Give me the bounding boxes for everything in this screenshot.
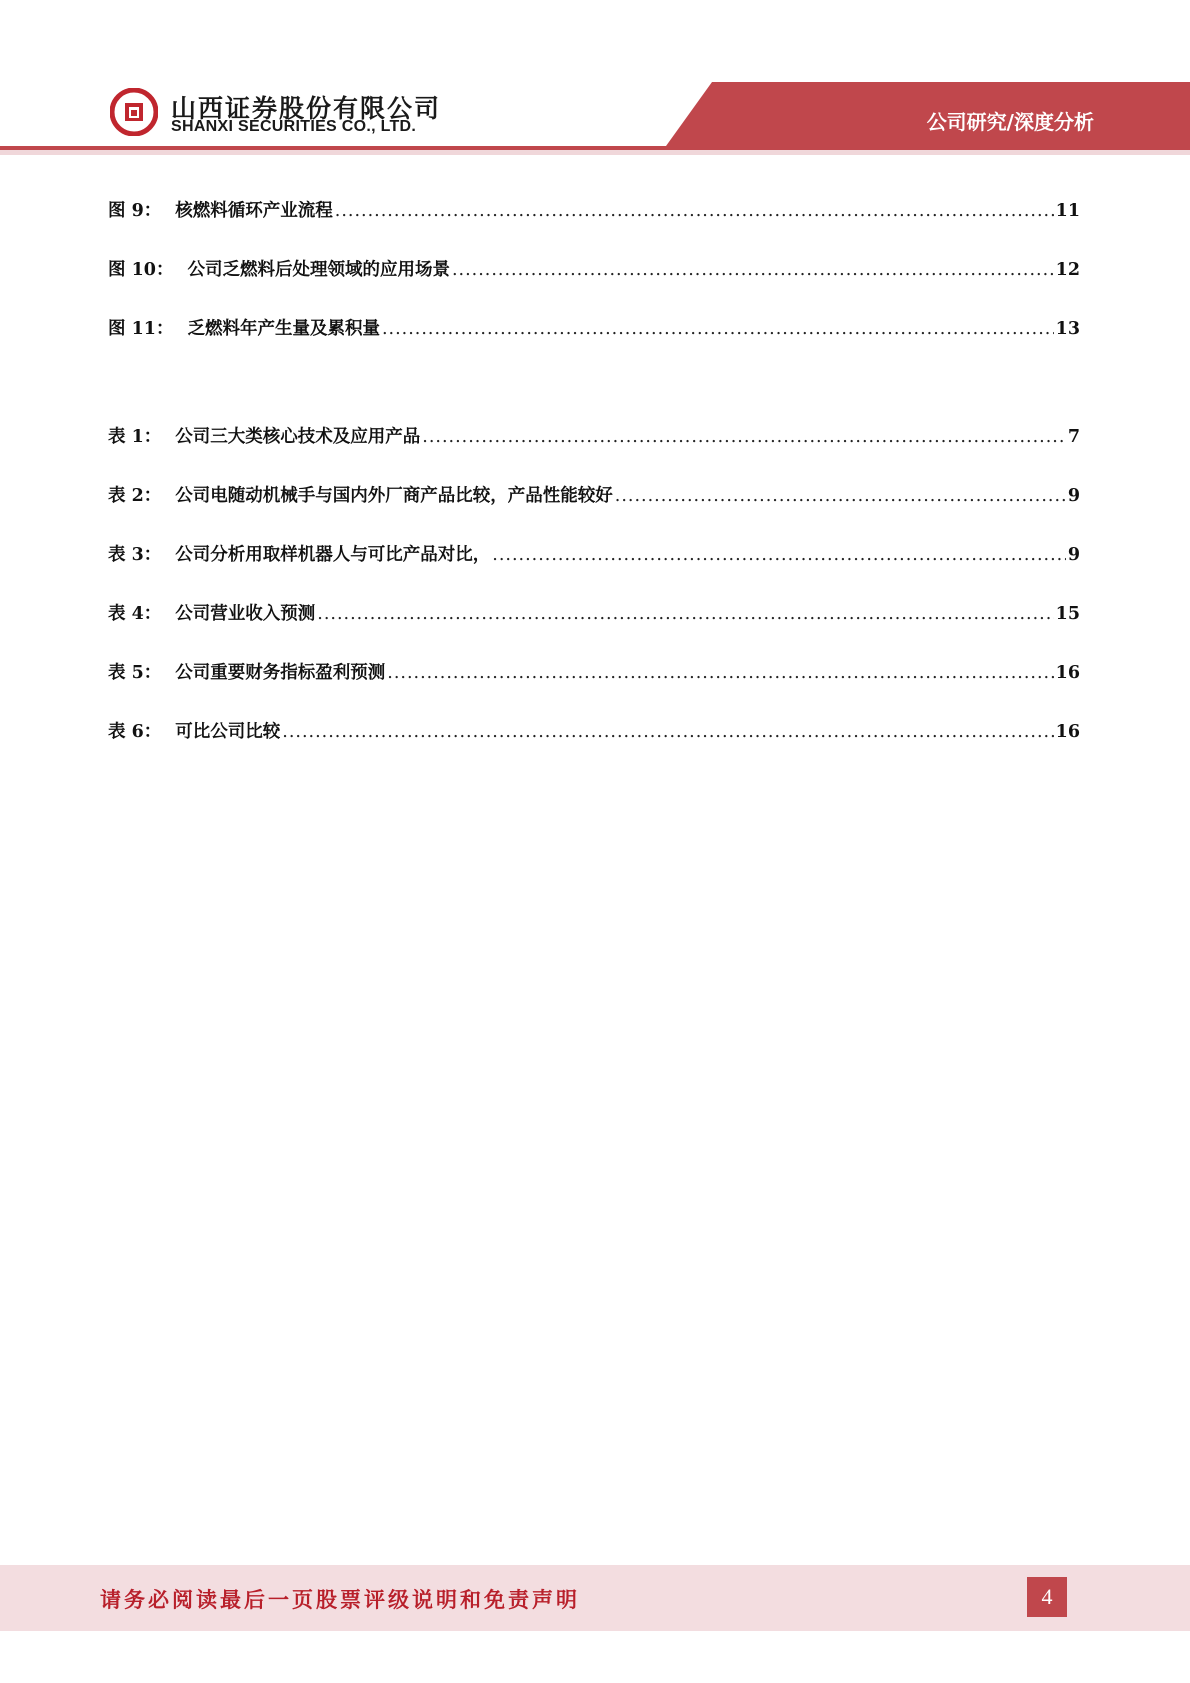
toc-title: 可比公司比较 [175, 722, 281, 742]
toc-label: 图 11： [108, 319, 174, 339]
company-logo-icon [110, 88, 158, 136]
toc-title: 核燃料循环产业流程 [175, 201, 333, 221]
header-band [0, 0, 1190, 160]
toc-label: 表 6： [108, 722, 162, 742]
toc-label: 表 1： [108, 427, 162, 447]
toc-leader-dots [422, 427, 1066, 447]
toc-title: 公司营业收入预测 [175, 604, 316, 624]
toc-entry-table-3[interactable] [108, 541, 1080, 567]
toc-leader-dots [387, 663, 1053, 683]
toc-leader-dots [492, 545, 1066, 565]
toc-title: 公司重要财务指标盈利预测 [175, 663, 386, 683]
toc-entry-table-4[interactable] [108, 600, 1080, 626]
toc-entry-figure-9[interactable] [108, 197, 1080, 223]
toc-page-number: 7 [1067, 427, 1080, 447]
toc-label: 表 4： [108, 604, 162, 624]
toc-title: 公司分析用取样机器人与可比产品对比， [175, 545, 491, 565]
page-footer [0, 1565, 1190, 1631]
toc-entry-table-6[interactable] [108, 718, 1080, 744]
header-rule-light [0, 150, 1190, 155]
page-header [0, 0, 1190, 160]
header-rule [0, 146, 1190, 150]
toc-title: 乏燃料年产生量及累积量 [187, 319, 380, 339]
toc-page-number: 9 [1067, 486, 1080, 506]
toc-page-number: 16 [1055, 722, 1080, 742]
toc-label: 表 2： [108, 486, 162, 506]
toc-entry-figure-10[interactable] [108, 256, 1080, 282]
toc-title: 公司电随动机械手与国内外厂商产品比较，产品性能较好 [175, 486, 613, 506]
toc-leader-dots [382, 319, 1054, 339]
toc-entry-figure-11[interactable] [108, 315, 1080, 341]
toc-entry-table-5[interactable] [108, 659, 1080, 685]
company-name-cn: 山西证券股份有限公司 [171, 94, 442, 123]
toc-leader-dots [615, 486, 1066, 506]
toc-entry-table-1[interactable] [108, 423, 1080, 449]
disclaimer-notice: 请务必阅读最后一页股票评级说明和免责声明 [100, 1587, 580, 1612]
toc-leader-dots [335, 201, 1054, 221]
toc-title: 公司乏燃料后处理领域的应用场景 [187, 260, 450, 280]
page-number: 4 [1027, 1577, 1067, 1617]
toc-leader-dots [317, 604, 1053, 624]
toc-label: 图 9： [108, 201, 162, 221]
toc-leader-dots [282, 722, 1053, 742]
toc-page-number: 12 [1055, 260, 1080, 280]
toc-page-number: 9 [1067, 545, 1080, 565]
toc-label: 表 5： [108, 663, 162, 683]
toc-label: 表 3： [108, 545, 162, 565]
toc-page-number: 11 [1055, 201, 1080, 221]
company-name-en: SHANXI SECURITIES CO., LTD. [171, 118, 417, 135]
toc-page-number: 16 [1055, 663, 1080, 683]
toc-leader-dots [452, 260, 1054, 280]
toc-page-number: 15 [1055, 604, 1080, 624]
report-type: 公司研究/深度分析 [926, 110, 1094, 134]
toc-label: 图 10： [108, 260, 174, 280]
toc-page-number: 13 [1055, 319, 1080, 339]
toc-title: 公司三大类核心技术及应用产品 [175, 427, 421, 447]
toc-entry-table-2[interactable] [108, 482, 1080, 508]
